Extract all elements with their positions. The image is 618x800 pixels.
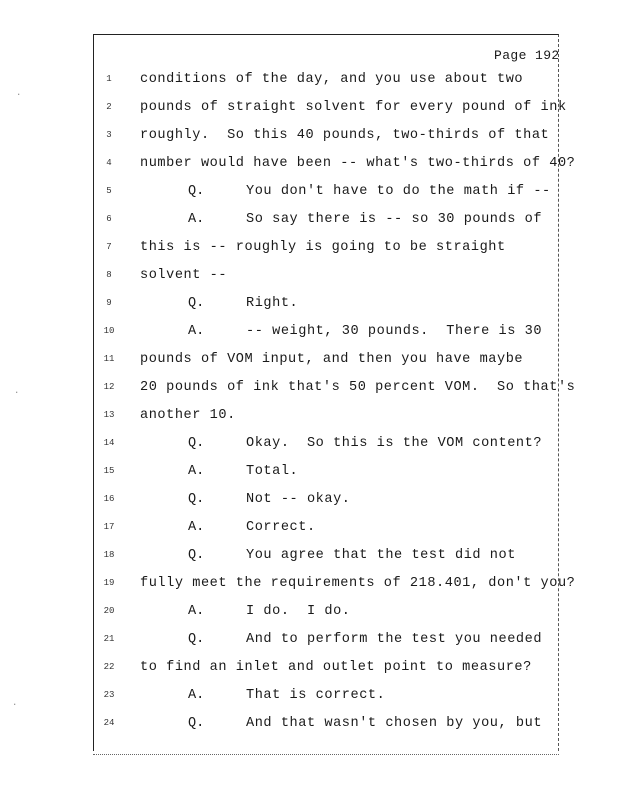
scan-speck: · <box>12 700 18 710</box>
line-number: 11 <box>103 354 115 364</box>
line-text: solvent -- <box>140 268 228 283</box>
speech-text: You don't have to do the math if -- <box>246 184 551 199</box>
line-number: 22 <box>103 662 115 672</box>
speech-text: I do. I do. <box>246 604 351 619</box>
line-number: 6 <box>106 214 112 224</box>
speech-text: Okay. So this is the VOM content? <box>246 436 543 451</box>
line-number: 20 <box>103 606 115 616</box>
transcript-line <box>0 548 618 568</box>
line-number: 9 <box>106 298 112 308</box>
transcript-line <box>0 660 618 680</box>
page-number: Page 192 <box>494 48 560 63</box>
line-number: 23 <box>103 690 115 700</box>
transcript-line <box>0 324 618 344</box>
line-text: this is -- roughly is going to be straight <box>140 240 506 255</box>
speech-text: And to perform the test you needed <box>246 632 543 647</box>
speaker-label: Q. <box>188 716 205 731</box>
speaker-label: A. <box>188 520 205 535</box>
speaker-label: Q. <box>188 492 205 507</box>
speaker-label: A. <box>188 212 205 227</box>
speaker-label: Q. <box>188 184 205 199</box>
line-number: 14 <box>103 438 115 448</box>
line-text: pounds of straight solvent for every pound of ink <box>140 100 567 115</box>
speech-text: Total. <box>246 464 299 479</box>
line-number: 5 <box>106 186 112 196</box>
transcript-line <box>0 576 618 596</box>
line-number: 16 <box>103 494 115 504</box>
line-text: number would have been -- what's two-thirds of 40? <box>140 156 576 171</box>
line-number: 3 <box>106 130 112 140</box>
transcript-line <box>0 408 618 428</box>
transcript-line <box>0 492 618 512</box>
transcript-line <box>0 212 618 232</box>
line-text: pounds of VOM input, and then you have maybe <box>140 352 524 367</box>
speaker-label: Q. <box>188 436 205 451</box>
line-text: another 10. <box>140 408 236 423</box>
transcript-line <box>0 268 618 288</box>
line-text: 20 pounds of ink that's 50 percent VOM. So that's <box>140 380 576 395</box>
transcript-line <box>0 100 618 120</box>
speech-text: So say there is -- so 30 pounds of <box>246 212 543 227</box>
speech-text: Correct. <box>246 520 316 535</box>
line-number: 17 <box>103 522 115 532</box>
line-text: roughly. So this 40 pounds, two-thirds of that <box>140 128 550 143</box>
speech-text: That is correct. <box>246 688 386 703</box>
line-number: 10 <box>103 326 115 336</box>
line-number: 4 <box>106 158 112 168</box>
scan-speck: · <box>14 388 20 398</box>
line-number: 13 <box>103 410 115 420</box>
line-number: 19 <box>103 578 115 588</box>
page-bottom-edge <box>93 752 559 755</box>
line-number: 21 <box>103 634 115 644</box>
line-number: 18 <box>103 550 115 560</box>
speaker-label: A. <box>188 464 205 479</box>
speech-text: -- weight, 30 pounds. There is 30 <box>246 324 543 339</box>
speaker-label: A. <box>188 604 205 619</box>
transcript-line <box>0 352 618 372</box>
speaker-label: Q. <box>188 296 205 311</box>
speech-text: You agree that the test did not <box>246 548 516 563</box>
transcript-line <box>0 632 618 652</box>
speaker-label: A. <box>188 324 205 339</box>
speech-text: And that wasn't chosen by you, but <box>246 716 543 731</box>
speaker-label: Q. <box>188 632 205 647</box>
scan-speck: · <box>16 90 22 100</box>
transcript-line <box>0 240 618 260</box>
speaker-label: A. <box>188 688 205 703</box>
transcript-line <box>0 128 618 148</box>
transcript-line <box>0 688 618 708</box>
transcript-line <box>0 156 618 176</box>
speech-text: Not -- okay. <box>246 492 351 507</box>
line-number: 24 <box>103 718 115 728</box>
transcript-line <box>0 296 618 316</box>
transcript-line <box>0 716 618 736</box>
line-number: 15 <box>103 466 115 476</box>
line-number: 12 <box>103 382 115 392</box>
transcript-line <box>0 604 618 624</box>
line-number: 8 <box>106 270 112 280</box>
transcript-line <box>0 464 618 484</box>
line-number: 1 <box>106 74 112 84</box>
transcript-line <box>0 520 618 540</box>
transcript-line <box>0 380 618 400</box>
line-text: to find an inlet and outlet point to measure? <box>140 660 532 675</box>
line-text: conditions of the day, and you use about two <box>140 72 524 87</box>
line-text: fully meet the requirements of 218.401, don't you? <box>140 576 576 591</box>
speech-text: Right. <box>246 296 299 311</box>
transcript-line <box>0 436 618 456</box>
speaker-label: Q. <box>188 548 205 563</box>
transcript-line <box>0 184 618 204</box>
line-number: 2 <box>106 102 112 112</box>
line-number: 7 <box>106 242 112 252</box>
transcript-line <box>0 72 618 92</box>
